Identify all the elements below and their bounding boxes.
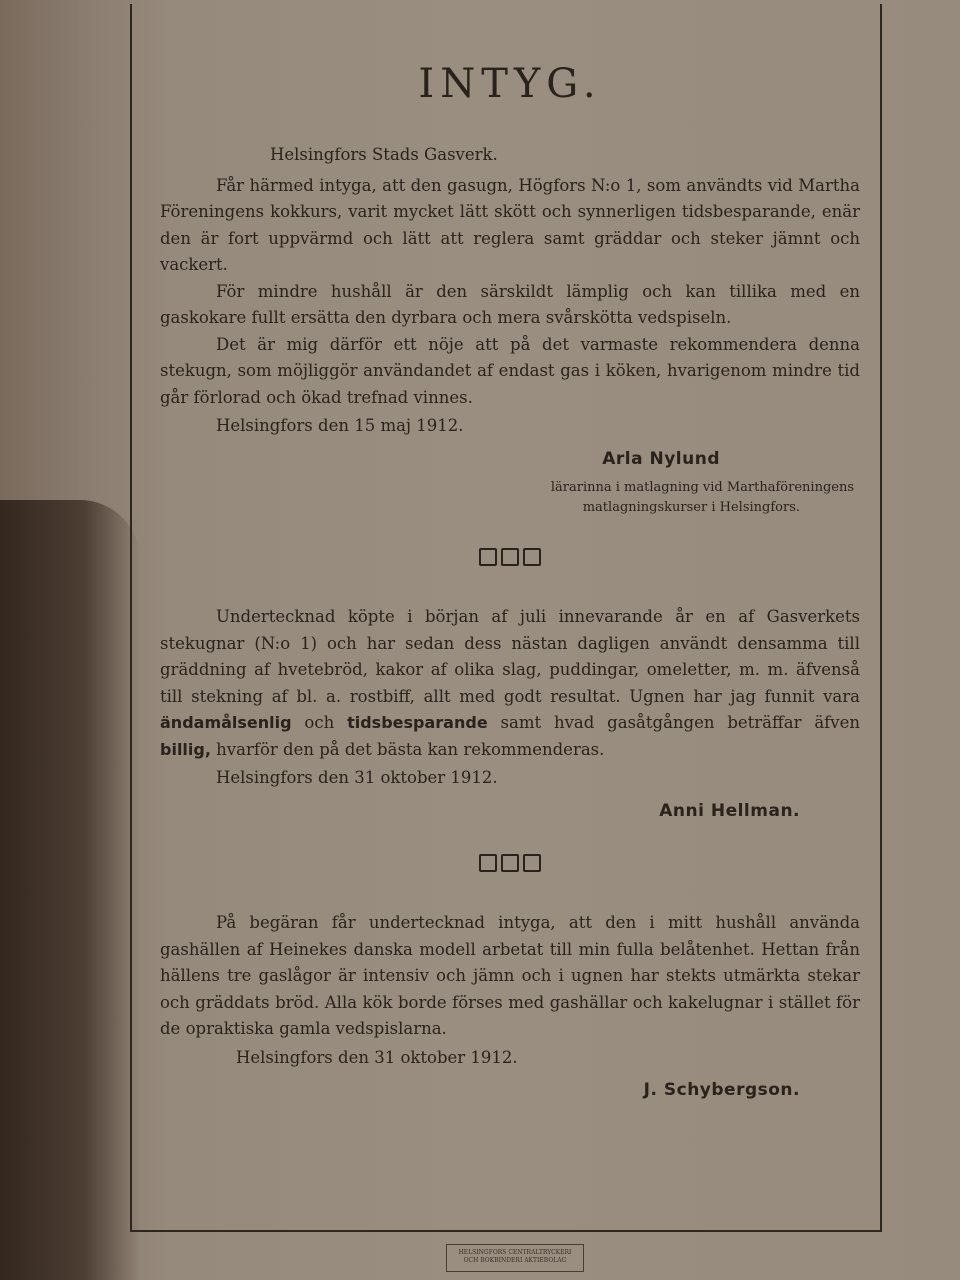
imprint-line-2: OCH BOKBINDERI AKTIEBOLAG [463,1257,567,1264]
letter2-text-after: hvarför den på det bästa kan rekommenderas. [210,739,605,759]
letter2-signature: Anni Hellman. [659,800,800,821]
letter1-date: Helsingfors den 15 maj 1912. [216,416,464,435]
divider-square-icon [501,548,519,566]
letter1-paragraph-2: För mindre hushåll är den särskildt lämplig och kan tillika med en gaskokare fullt ersätta den dyrbara och mera svårskötta vedspiseln. [160,281,860,327]
letter1-role-line-2: matlagningskurser i Helsingfors. [582,500,800,515]
document-title: INTYG. [418,61,602,107]
divider-square-icon [523,854,541,872]
letter3-paragraph: På begäran får undertecknad intyga, att den i mitt hushåll använda gashällen af Heinekes danska modell arbetat till min fulla belåtenhet. Hettan från hällens tre gaslågor är intensiv och jämn och i ugnen har stekts utmärkta stekar och gräddats bröd. Alla kök borde förses med gashällar och kakelugnar i stället för de opraktiska gamla vedspislarna. [160,913,860,1038]
divider-square-icon [501,854,519,872]
letter1-role-line-1: lärarinna i matlagning vid Marthaföreningens [550,480,854,495]
letter1-addressee: Helsingfors Stads Gasverk. [270,145,498,164]
letter2-bold-term-3: billig, [160,739,211,759]
letter2-text-mid-2: samt hvad gasåtgången beträffar äfven [487,713,860,732]
divider-square-icon [479,548,497,566]
letter2-date: Helsingfors den 31 oktober 1912. [216,768,498,787]
imprint-line-1: HELSINGFORS CENTRALTRYCKERI [458,1249,572,1256]
printer-imprint-stamp [446,1244,584,1272]
letter2-text-before: Undertecknad köpte i början af juli innevarande år en af Gasverkets stekugnar (N:o 1) och har sedan dess nästan dagligen användt densamma till gräddning af hvetebröd, kakor af olika slag, puddingar, omeletter, m. m. äfvenså till stekning af bl. a. rostbiff, allt med godt resultat. Ugnen har jag funnit vara [160,607,860,706]
letter2-bold-term-2: tidsbesparande [347,713,488,732]
letter1-paragraph-3: Det är mig därför ett nöje att på det varmaste rekommendera denna stekugn, som möjliggör användandet af endast gas i köken, hvarigenom mindre tid går förlorad och ökad trefnad vinnes. [160,334,860,407]
letter3-signature: J. Schybergson. [643,1080,800,1100]
divider-square-icon [479,854,497,872]
divider-square-icon [523,548,541,566]
letter1-signature: Arla Nylund [602,448,720,469]
letter2-paragraph [160,604,860,763]
section-divider-ornament [160,548,860,566]
hand-shadow [0,500,140,1280]
document-content [160,40,860,1104]
letter1-paragraph-1: Får härmed intyga, att den gasugn, Högfors N:o 1, som användts vid Martha Föreningens kokkurs, varit mycket lätt skött och synnerligen tidsbesparande, enär den är fort uppvärmd och lätt att reglera samt gräddar och steker jämnt och vackert. [160,175,860,274]
letter2-bold-term-1: ändamålsenlig [160,713,292,732]
letter1-signer-role [160,478,860,518]
letter3-date: Helsingfors den 31 oktober 1912. [236,1047,518,1067]
section-divider-ornament [160,854,860,872]
letter2-text-mid-1: och [291,713,348,732]
